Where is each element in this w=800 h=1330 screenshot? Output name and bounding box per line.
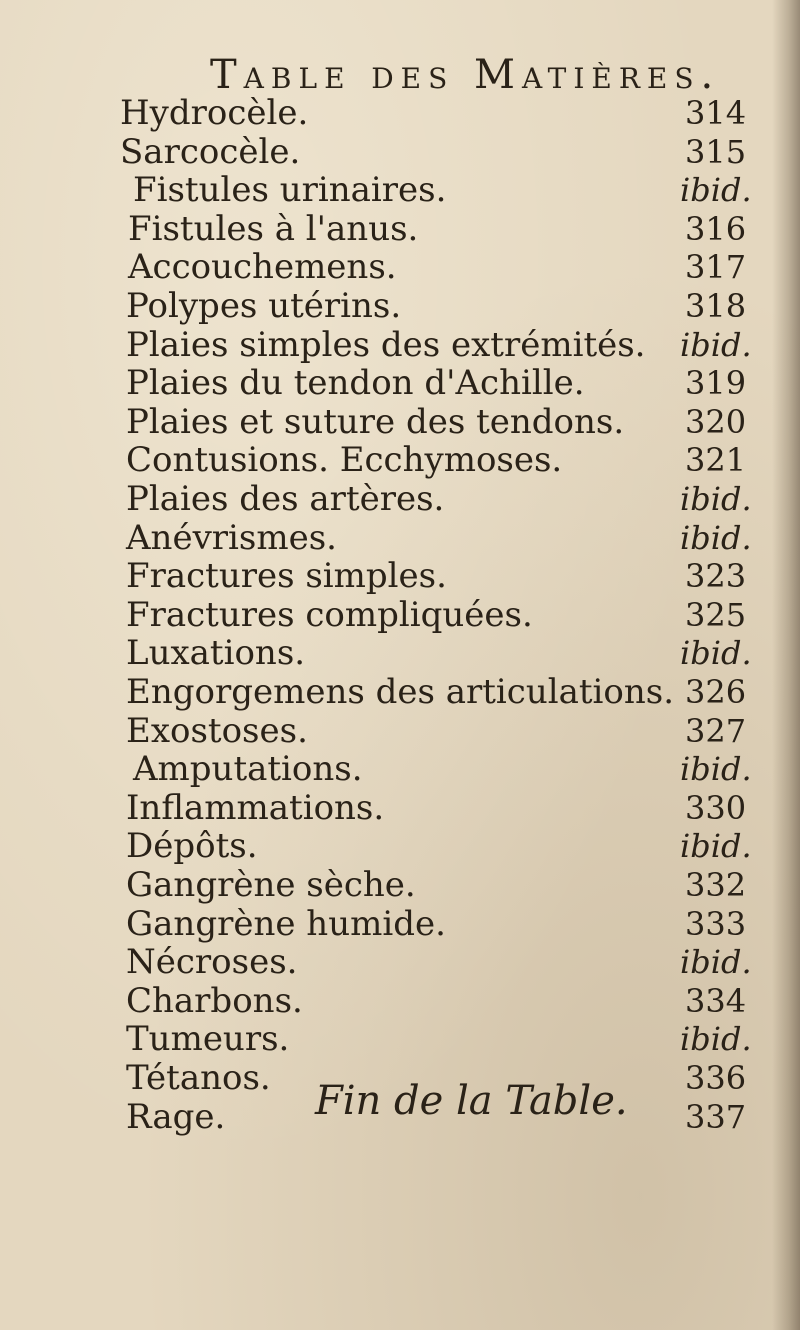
toc-row bbox=[0, 93, 780, 133]
toc-row bbox=[0, 826, 780, 866]
page-header-title: Table des Matières. bbox=[210, 52, 721, 98]
toc-row bbox=[0, 749, 780, 789]
toc-entry-title: Amputations. bbox=[133, 749, 363, 790]
toc-entry-title: Fractures compliquées. bbox=[126, 594, 533, 635]
toc-row bbox=[0, 556, 780, 596]
toc-entry-page: 330 bbox=[685, 788, 747, 827]
toc-entry-title: Tétanos. bbox=[126, 1058, 271, 1098]
toc-entry-title: Dépôts. bbox=[126, 826, 258, 867]
toc-entry-page: ibid. bbox=[680, 325, 752, 364]
toc-row bbox=[0, 479, 780, 519]
toc-entry-page: 315 bbox=[685, 132, 747, 171]
toc-entry-page: 320 bbox=[685, 402, 747, 441]
toc-row bbox=[0, 981, 780, 1021]
toc-row bbox=[0, 1019, 780, 1059]
toc-row bbox=[0, 132, 780, 172]
toc-entry-page: ibid. bbox=[680, 1020, 752, 1059]
toc-row bbox=[0, 633, 780, 673]
toc-entry-title: Sarcocèle. bbox=[120, 131, 301, 172]
toc-entry-page: 325 bbox=[685, 595, 747, 634]
toc-row bbox=[0, 788, 780, 828]
toc-row bbox=[0, 286, 780, 326]
toc-entry-title: Polypes utérins. bbox=[126, 286, 402, 326]
toc-entry-page: 318 bbox=[685, 287, 747, 325]
toc-entry-title: Fistules à l'anus. bbox=[128, 208, 419, 249]
toc-entry-page: 316 bbox=[685, 209, 747, 248]
toc-entry-page: 332 bbox=[685, 866, 747, 904]
toc-row bbox=[0, 942, 780, 982]
toc-entry-title: Plaies simples des extrémités. bbox=[126, 324, 646, 365]
toc-entry-page: 334 bbox=[685, 981, 747, 1020]
toc-entry-page: ibid. bbox=[680, 480, 752, 518]
toc-entry-page: 333 bbox=[685, 904, 747, 943]
toc-entry-title: Exostoses. bbox=[126, 710, 308, 751]
toc-entry-title: Accouchemens. bbox=[128, 247, 397, 288]
toc-entry-page: 326 bbox=[685, 673, 747, 711]
toc-row bbox=[0, 170, 780, 210]
toc-entry-title: Charbons. bbox=[126, 980, 303, 1021]
toc-entry-title: Rage. bbox=[126, 1096, 226, 1137]
toc-entry-page: 321 bbox=[685, 441, 747, 480]
toc-row bbox=[0, 247, 780, 287]
end-of-table-text: Fin de la Table. bbox=[315, 1078, 628, 1124]
toc-row bbox=[0, 363, 780, 403]
toc-entry-page: ibid. bbox=[680, 827, 752, 866]
toc-entry-title: Fistules urinaires. bbox=[133, 170, 447, 211]
toc-entry-title: Nécroses. bbox=[126, 942, 298, 983]
toc-entry-page: 323 bbox=[685, 557, 747, 596]
toc-row bbox=[0, 865, 780, 905]
toc-entry-title: Gangrène humide. bbox=[126, 903, 446, 944]
toc-entry-title: Hydrocèle. bbox=[120, 93, 309, 133]
toc-entry-page: ibid. bbox=[680, 943, 752, 982]
toc-row bbox=[0, 209, 780, 249]
toc-row bbox=[0, 440, 780, 480]
toc-row bbox=[0, 595, 780, 635]
toc-row bbox=[0, 518, 780, 558]
toc-entry-title: Gangrène sèche. bbox=[126, 865, 416, 905]
toc-entry-title: Plaies et suture des tendons. bbox=[126, 401, 625, 442]
toc-row bbox=[0, 325, 780, 365]
toc-entry-page: ibid. bbox=[680, 518, 752, 557]
toc-row bbox=[0, 711, 780, 751]
toc-entry-page: 317 bbox=[685, 248, 747, 287]
toc-entry-title: Luxations. bbox=[126, 633, 306, 674]
toc-entry-page: ibid. bbox=[680, 171, 752, 210]
toc-entry-page: ibid. bbox=[680, 634, 752, 673]
toc-entry-title: Tumeurs. bbox=[126, 1019, 290, 1060]
toc-entry-title: Engorgemens des articulations. bbox=[126, 672, 675, 712]
toc-entry-title: Inflammations. bbox=[126, 787, 385, 828]
toc-entry-title: Plaies des artères. bbox=[126, 479, 445, 519]
toc-entry-title: Contusions. Ecchymoses. bbox=[126, 440, 563, 481]
toc-entry-page: 336 bbox=[685, 1059, 747, 1097]
toc-entry-page: ibid. bbox=[680, 750, 752, 789]
toc-entry-page: 319 bbox=[685, 364, 747, 403]
toc-row bbox=[0, 402, 780, 442]
toc-entry-title: Plaies du tendon d'Achille. bbox=[126, 363, 585, 404]
toc-entry-page: 314 bbox=[685, 94, 747, 132]
toc-row bbox=[0, 672, 780, 712]
toc-row bbox=[0, 904, 780, 944]
toc-entry-title: Anévrismes. bbox=[126, 517, 337, 558]
toc-entry-title: Fractures simples. bbox=[126, 556, 447, 597]
toc-entry-page: 337 bbox=[685, 1097, 747, 1136]
toc-entry-page: 327 bbox=[685, 711, 747, 750]
